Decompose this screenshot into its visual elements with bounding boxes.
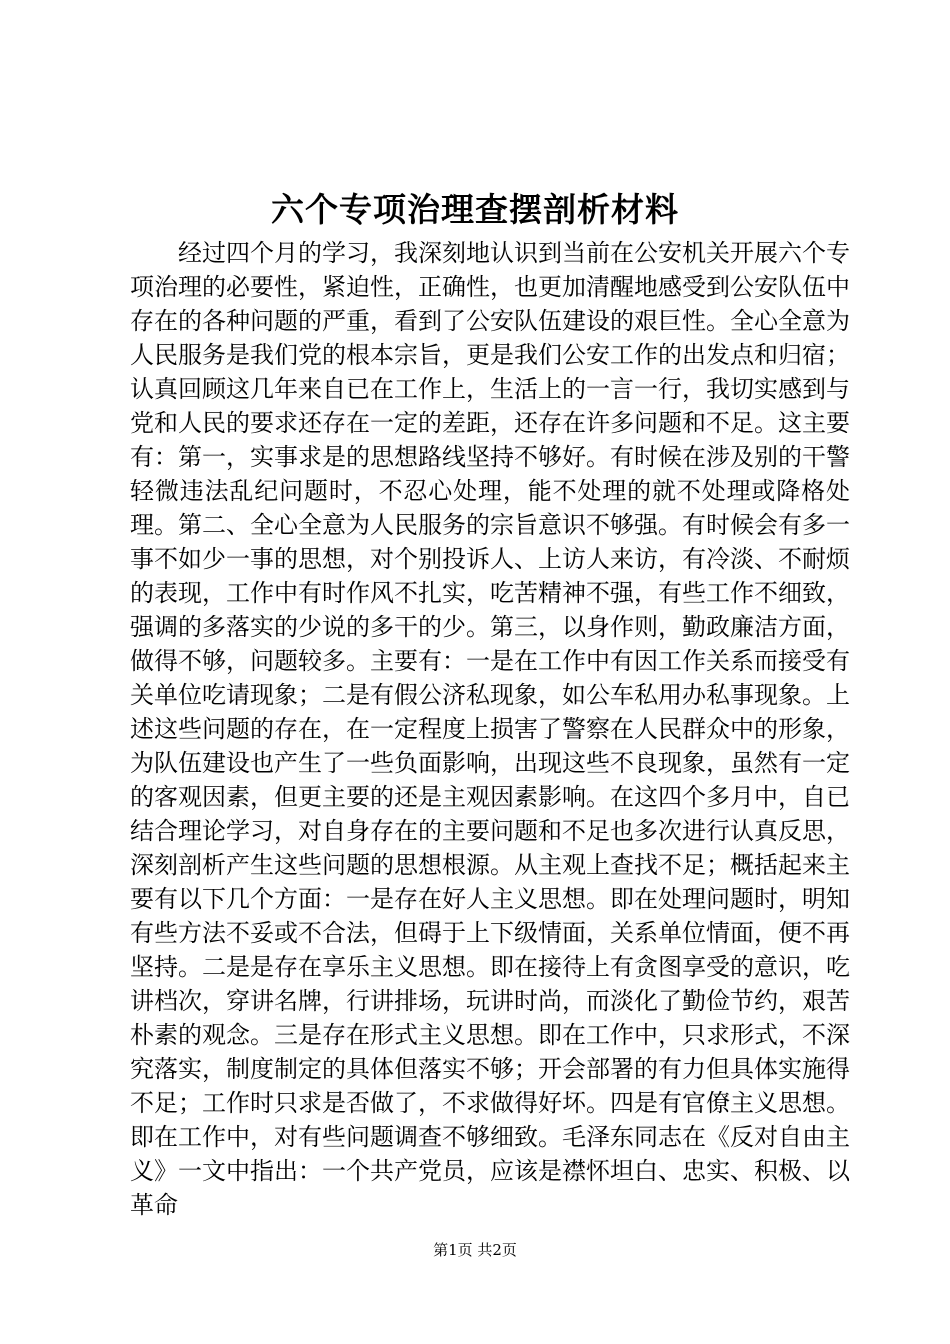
body-paragraph: 经过四个月的学习，我深刻地认识到当前在公安机关开展六个专项治理的必要性，紧迫性，正确性，也更加清醒地感受到公安队伍中存在的各种问题的严重，看到了公安队伍建设的艰巨性。全心全意为人民服务是我们党的根本宗旨，更是我们公安工作的出发点和归宿；认真回顾这几年来自已在工作上，生活上的一言一行，我切实感到与党和人民的要求还存在一定的差距，还存在许多问题和不足。这主要有：第一，实事求是的思想路线坚持不够好。有时候在涉及别的干警轻微违法乱纪问题时，不忍心处理，能不处理的就不处理或降格处理。第二、全心全意为人民服务的宗旨意识不够强。有时候会有多一事不如少一事的思想，对个别投诉人、上访人来访，有冷淡、不耐烦的表现，工作中有时作风不扎实，吃苦精神不强，有些工作不细致，强调的多落实的少说的多干的少。第三，以身作则，勤政廉洁方面，做得不够，问题较多。主要有：一是在工作中有因工作关系而接受有关单位吃请现象；二是有假公济私现象，如公车私用办私事现象。上述这些问题的存在，在一定程度上损害了警察在人民群众中的形象，为队伍建设也产生了一些负面影响，出现这些不良现象，虽然有一定的客观因素，但更主要的还是主观因素影响。在这四个多月中，自已结合理论学习，对自身存在的主要问题和不足也多次进行认真反思，深刻剖析产生这些问题的思想根源。从主观上查找不足；概括起来主要有以下几个方面：一是存在好人主义思想。即在处理问题时，明知有些方法不妥或不合法，但碍于上下级情面，关系单位情面，便不再坚持。二是是存在享乐主义思想。即在接待上有贪图享受的意识，吃讲档次，穿讲名牌，行讲排场，玩讲时尚，而淡化了勤俭节约，艰苦朴素的观念。三是存在形式主义思想。即在工作中，只求形式，不深究落实，制度制定的具体但落实不够；开会部署的有力但具体实施得不足；工作时只求是否做了，不求做得好坏。四是有官僚主义思想。即在工作中，对有些问题调查不够细致。毛泽东同志在《反对自由主义》一文中指出：一个共产党员，应该是襟怀坦白、忠实、积极、以革命 — [130, 239, 850, 1219]
document-body — [130, 236, 850, 1219]
document-title: 六个专项治理查摆剖析材料 — [271, 190, 679, 229]
page-number-footer: 第1页 共2页 — [433, 1241, 517, 1259]
